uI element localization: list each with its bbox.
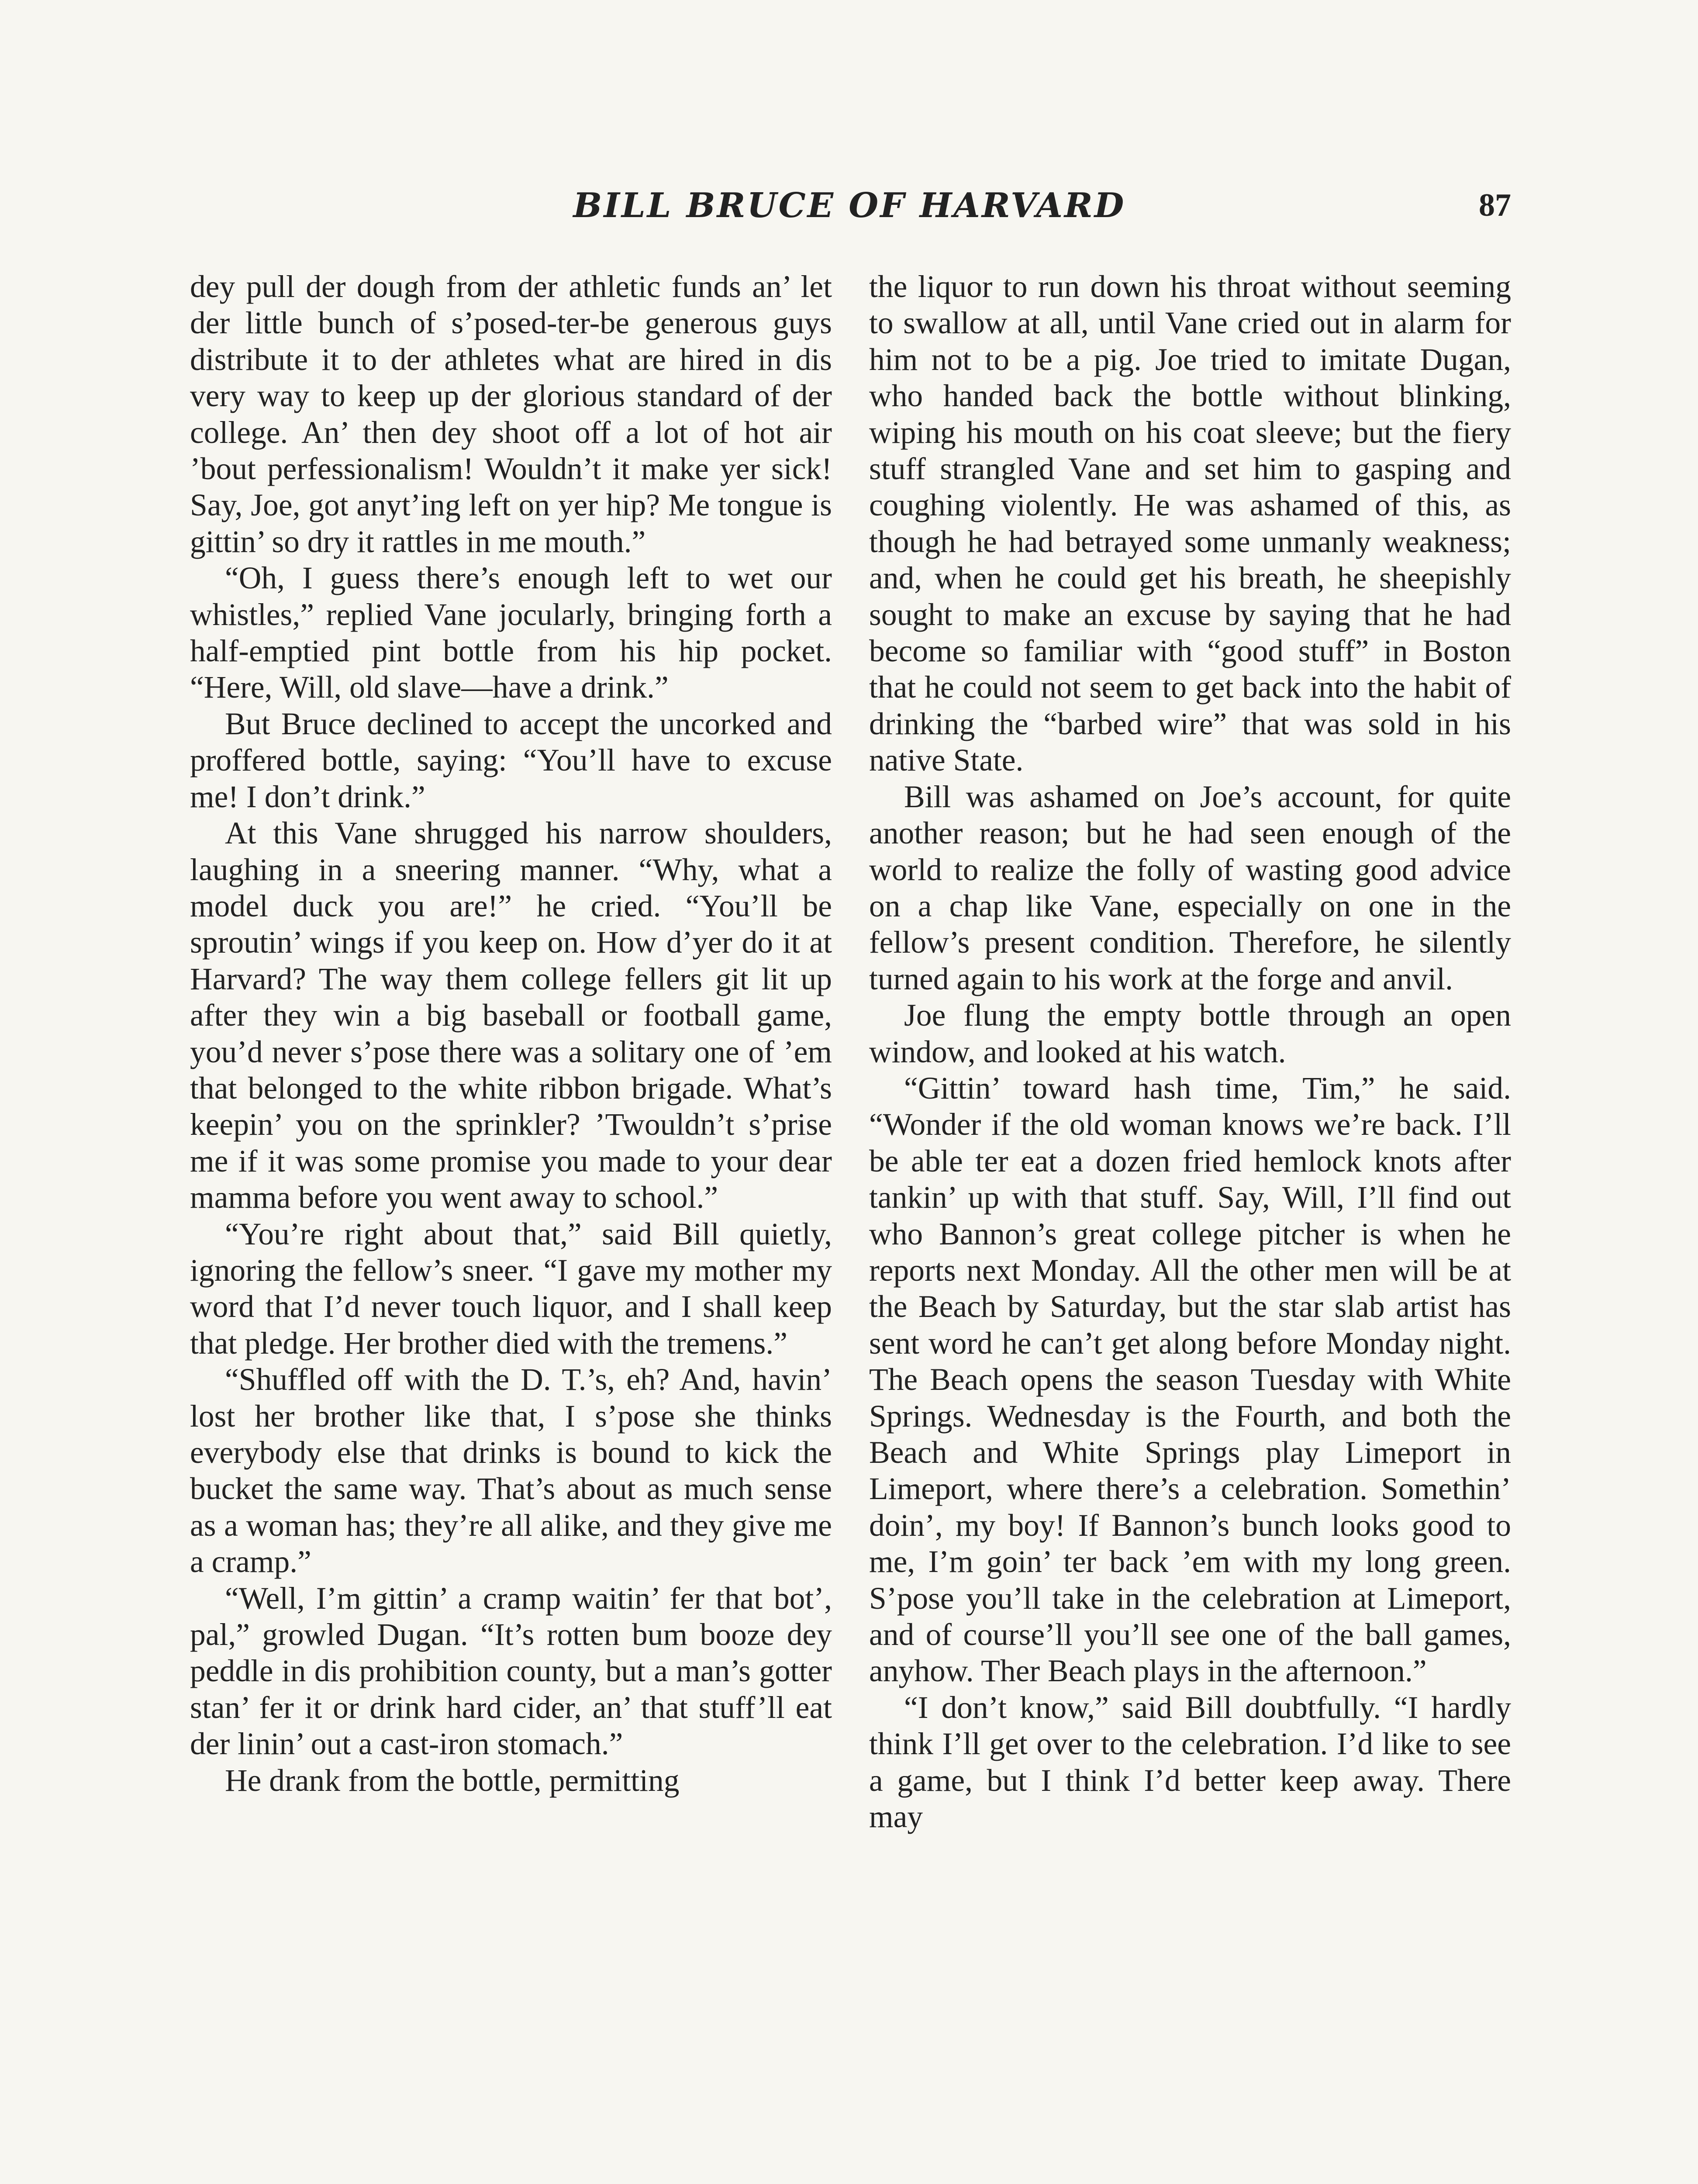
paragraph: He drank from the bottle, permitting bbox=[225, 1763, 680, 1798]
page-number: 87 bbox=[1479, 187, 1511, 223]
right-column bbox=[869, 269, 1511, 1835]
left-column bbox=[190, 269, 832, 1799]
paragraph: At this Vane shrugged his narrow shoulders, laughing in a sneering manner. “Why, what a model duck you are!” he cried. “You’ll be sproutin’ wings if you keep on. How d’yer do it at Harvard? The way them college fellers git lit up after they win a big baseball or football game, you’d never s’pose there was a solitary one of ’em that belonged to the white ribbon brigade. What’s keepin’ you on the sprinkler? ’Twouldn’t s’prise me if it was some promise you made to your dear mamma before you went away to school.” bbox=[190, 816, 832, 1215]
paragraph: “You’re right about that,” said Bill quietly, ignoring the fellow’s sneer. “I gave my mother my word that I’d never touch liquor, and I shall keep that pledge. Her brother died with the tremens.” bbox=[190, 1216, 832, 1361]
paragraph: the liquor to run down his throat without seeming to swallow at all, until Vane cried out in alarm for him not to be a pig. Joe tried to imitate Dugan, who handed back the bottle without blinking, wiping his mouth on his coat sleeve; but the fiery stuff strangled Vane and set him to gasping and coughing violently. He was ashamed of this, as though he had betrayed some unmanly weakness; and, when he could get his breath, he sheepishly sought to make an excuse by saying that he had become so familiar with “good stuff” in Boston that he could not seem to get back into the habit of drinking the “barbed wire” that was sold in his native State. bbox=[869, 270, 1511, 778]
paragraph: “Oh, I guess there’s enough left to wet our whistles,” replied Vane jocularly, bringing forth a half-emptied pint bottle from his hip pocket. “Here, Will, old slave—have a drink.” bbox=[190, 561, 832, 705]
paragraph: “I don’t know,” said Bill doubtfully. “I hardly think I’ll get over to the celebration. I’d like to see a game, but I think I’d better keep away. There may bbox=[869, 1690, 1511, 1835]
paragraph: “Shuffled off with the D. T.’s, eh? And, havin’ lost her brother like that, I s’pose she thinks everybody else that drinks is bound to kick the bucket the same way. That’s about as much sense as a woman has; they’re all alike, and they give me a cramp.” bbox=[190, 1362, 832, 1579]
paragraph: Bill was ashamed on Joe’s account, for quite another reason; but he had seen enough of the world to realize the folly of wasting good advice on a chap like Vane, especially on one in the fellow’s present condition. Therefore, he silently turned again to his work at the forge and anvil. bbox=[869, 779, 1511, 996]
paragraph: “Well, I’m gittin’ a cramp waitin’ fer that bot’, pal,” growled Dugan. “It’s rotten bum booze dey peddle in dis prohibition county, but a man’s gotter stan’ fer it or drink hard cider, an’ that stuff’ll eat der linin’ out a cast-iron stomach.” bbox=[190, 1581, 832, 1762]
paragraph: Joe flung the empty bottle through an open window, and looked at his watch. bbox=[869, 998, 1511, 1069]
paragraph: But Bruce declined to accept the uncorked and proffered bottle, saying: “You’ll have to excuse me! I don’t drink.” bbox=[190, 706, 832, 814]
paragraph: dey pull der dough from der athletic funds an’ let der little bunch of s’posed-ter-be generous guys distribute it to der athletes what are hired in dis very way to keep up der glorious standard of der college. An’ then dey shoot off a lot of hot air ’bout perfessionalism! Wouldn’t it make yer sick! Say, Joe, got anyt’ing left on yer hip? Me tongue is gittin’ so dry it rattles in me mouth.” bbox=[190, 270, 832, 559]
running-title: BILL BRUCE OF HARVARD bbox=[573, 186, 1126, 225]
paragraph: “Gittin’ toward hash time, Tim,” he said. “Wonder if the old woman knows we’re back. I’ll be able ter eat a dozen fried hemlock knots after tankin’ up with that stuff. Say, Will, I’ll find out who Bannon’s great college pitcher is when he reports next Monday. All the other men will be at the Beach by Saturday, but the star slab artist has sent word he can’t get along before Monday night. The Beach opens the season Tuesday with White Springs. Wednesday is the Fourth, and both the Beach and White Springs play Limeport in Limeport, where there’s a celebration. Somethin’ doin’, my boy! If Bannon’s bunch looks good to me, I’m goin’ ter back ’em with my long green. S’pose you’ll take in the celebration at Limeport, and of course’ll you’ll see one of the ball games, anyhow. Ther Beach plays in the afternoon.” bbox=[869, 1071, 1511, 1689]
